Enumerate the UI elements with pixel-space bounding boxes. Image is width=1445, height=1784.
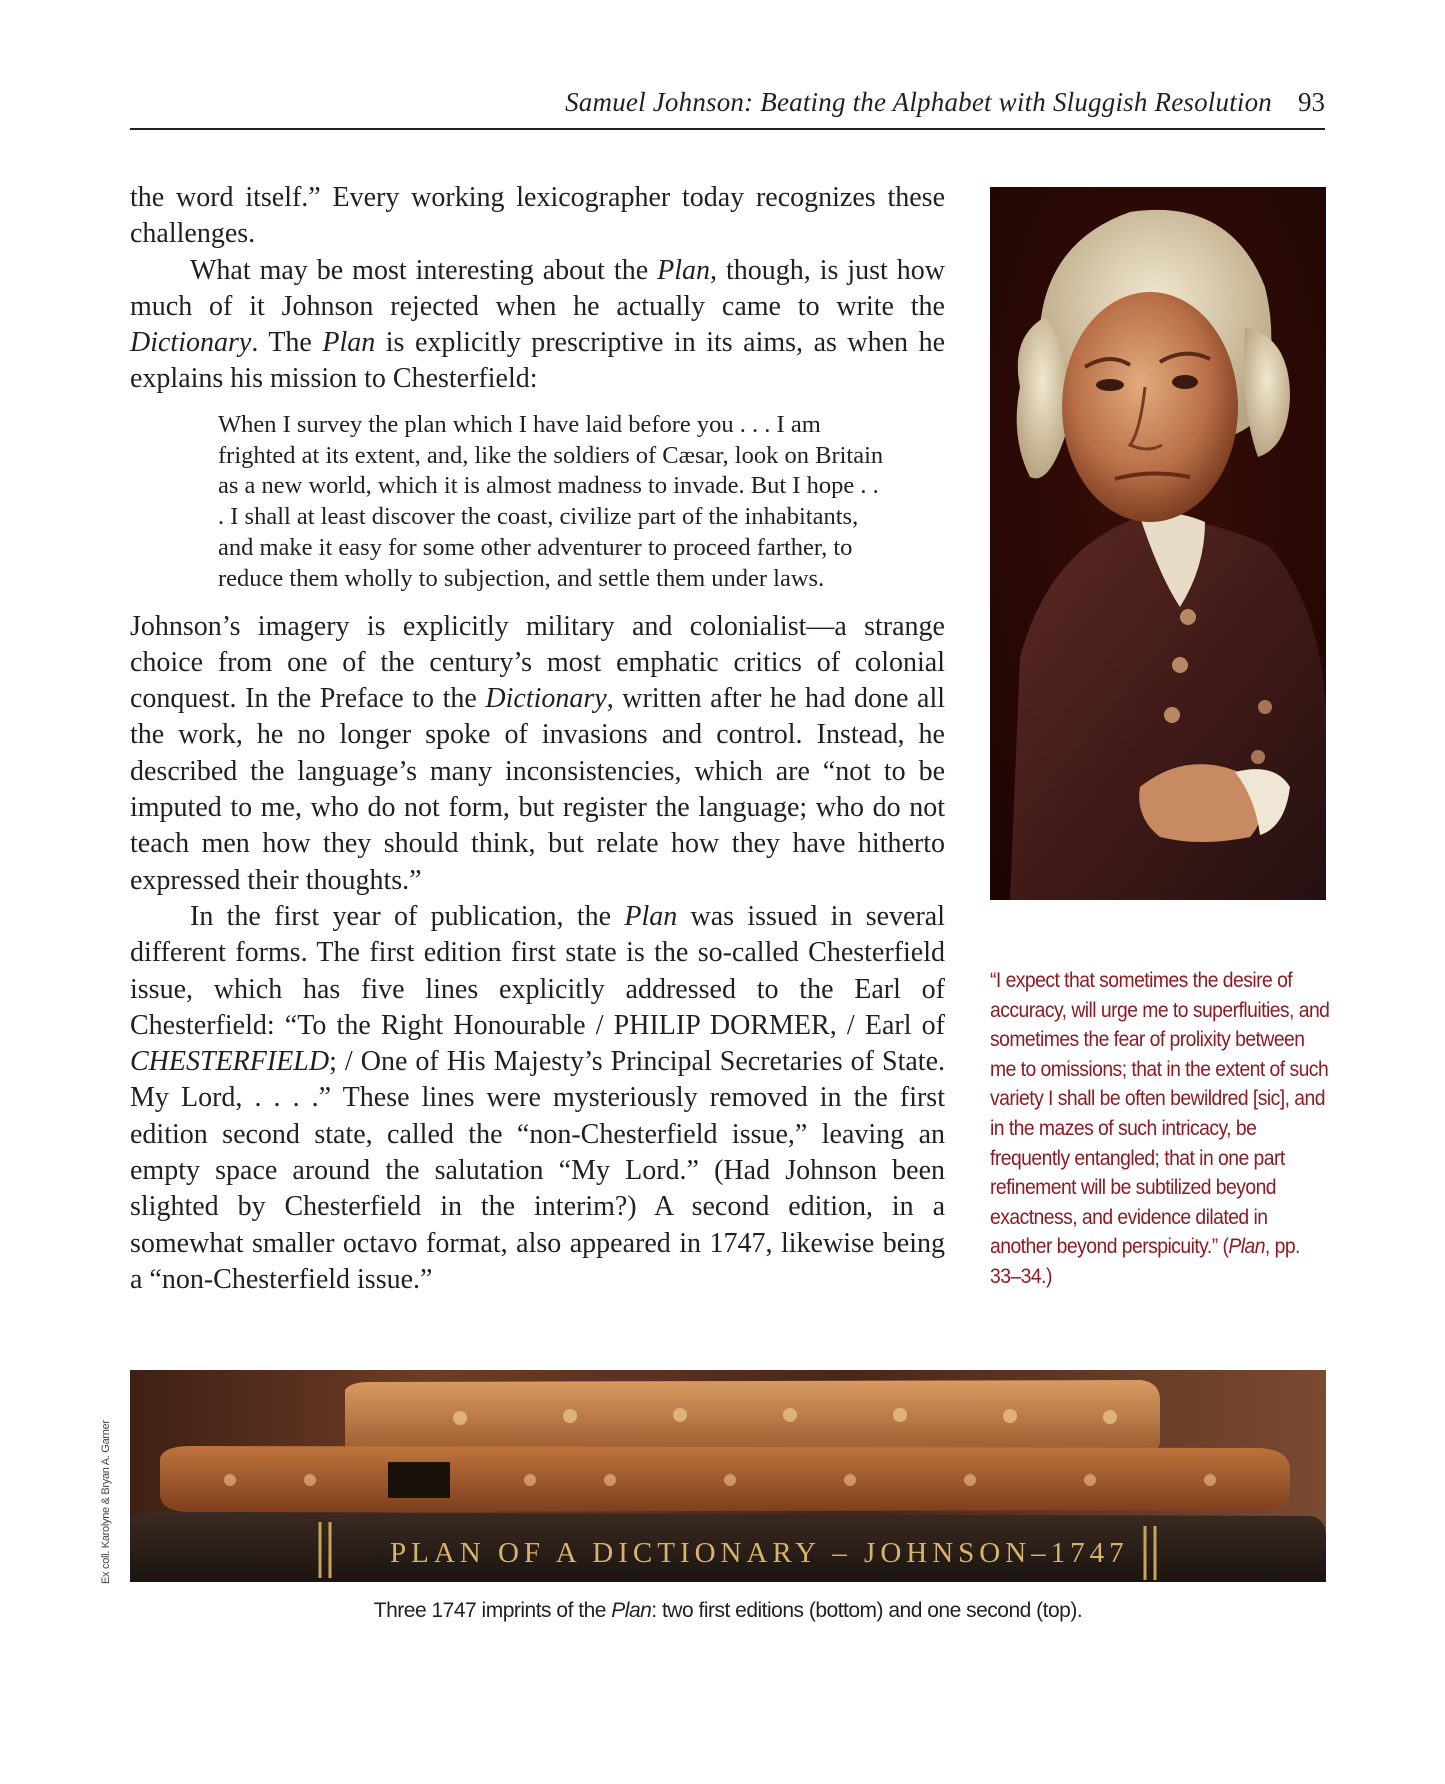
- coat-button: [1180, 609, 1196, 625]
- italic-dictionary: Dictionary: [485, 683, 607, 715]
- paragraph-3: [130, 609, 945, 899]
- face-shape: [1062, 292, 1238, 522]
- book-middle-label: [388, 1462, 450, 1498]
- block-quote: When I survey the plan which I have laid before you . . . I am frighted at its extent, and, like the soldiers of Cæsar, look on Britain as a new world, which it is almost madness to invade. But I hope . . . I shall at least discover the coast, civilize part of the inhabitants, and make it easy for some other adventurer to proceed farther, to reduce them wholly to subjection, and settle them under laws.: [218, 410, 884, 592]
- eye-left: [1096, 379, 1124, 391]
- italic-dictionary: Dictionary: [130, 327, 252, 359]
- portrait-illustration: [990, 187, 1326, 900]
- photo-caption: [130, 1596, 1326, 1626]
- italic-plan: Plan: [611, 1599, 652, 1622]
- text-run: What may be most interesting about the: [190, 254, 658, 286]
- coat-button: [1164, 707, 1180, 723]
- text-run: is explicitly prescriptive in its aims, as when he explains his mission to Chesterfield:: [130, 327, 945, 395]
- italic-plan: Plan: [322, 327, 376, 359]
- paragraph-4: [130, 899, 945, 1298]
- page-number: 93: [1298, 87, 1325, 117]
- portrait-image: [990, 187, 1326, 900]
- photo-credit: Ex coll. Karolyne & Bryan A. Garner: [100, 1420, 112, 1584]
- book-top-spine: [345, 1380, 1160, 1456]
- text-run: Three 1747 imprints of the: [373, 1599, 612, 1622]
- eye-right: [1172, 375, 1198, 389]
- running-title: Samuel Johnson: Beating the Alphabet with Sluggish Resolution: [565, 87, 1272, 117]
- paragraph-1: the word itself.” Every working lexicographer today recognizes these challenges.: [130, 182, 945, 250]
- text-run: : two first editions (bottom) and one second (top).: [651, 1599, 1083, 1622]
- coat-button: [1258, 700, 1272, 714]
- running-header: [130, 82, 1325, 130]
- text-run: , though, is just how much of it Johnson rejected when he actually came to write the: [130, 254, 945, 322]
- italic-chesterfield: CHESTERFIELD: [130, 1046, 330, 1078]
- books-photo: [130, 1370, 1326, 1582]
- text-run: “I expect that sometimes the desire of accuracy, will urge me to superfluities, and sometimes the fear of prolixity between me to omissions; that in the extent of such variety I shall be often bewildred [sic], and in the mazes of such intricacy, be frequently entangled; that in one part refinement will be subtilized beyond exactness, and evidence dilated in another beyond perspicuity.” (: [990, 968, 1330, 1259]
- body-text: [130, 180, 945, 1298]
- italic-plan: Plan: [1228, 1234, 1265, 1259]
- coat-button: [1251, 750, 1265, 764]
- italic-plan: Plan: [624, 900, 678, 932]
- text-run: Johnson’s imagery is explicitly military and colonialist—a strange choice from one of the century’s most emphatic critics of colonial conquest. In the Preface to the: [130, 610, 945, 715]
- spine-label: PLAN OF A DICTIONARY – JOHNSON–1747: [390, 1537, 1129, 1569]
- text-run: In the first year of publication, the: [190, 900, 625, 932]
- paragraph-2: [130, 253, 945, 398]
- text-run: , pp. 33–34.): [990, 1234, 1300, 1288]
- text-run: ; / One of His Majesty’s Principal Secretaries of State. My Lord, . . . .” These lines were mysteriously removed in the first edition second state, called the “non-Chesterfield issue,” leaving an empty space around the salutation “My Lord.” (Had Johnson been slighted by Chesterfield in the interim?) A second edition, in a somewhat smaller octavo format, also appeared in 1747, likewise being a “non-Chesterfield issue.”: [130, 1046, 945, 1295]
- coat-button: [1172, 657, 1188, 673]
- italic-plan: Plan: [657, 254, 710, 286]
- text-run: , written after he had done all the work, he no longer spoke of invasions and control. Instead, he described the language’s many inconsistencies, which are “not to be imputed to me, who do not form, but register the language; who do not teach men how they should think, but relate how they have hitherto expressed their thoughts.”: [130, 683, 945, 896]
- pull-quote: [990, 966, 1330, 1292]
- text-run: was issued in several different forms. The first edition first state is the so-called Chesterfield issue, which has five lines explicitly addressed to the Earl of Chesterfield: “To the Right Honourable / PHILIP DORMER, / Earl of: [130, 900, 945, 1041]
- text-run: . The: [251, 327, 323, 359]
- books-illustration: [130, 1370, 1326, 1582]
